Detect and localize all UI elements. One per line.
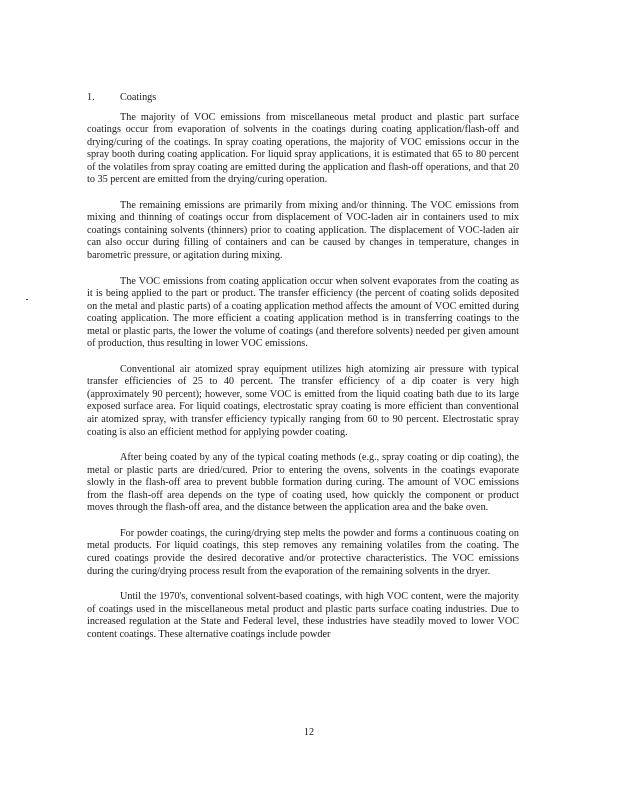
paragraph-mixing-thinning: The remaining emissions are primarily from mixing and/or thinning. The VOC emissions from mixing and thinning of coatings occur from displacement of VOC-laden air in containers used to mix coatings containing solvents (thinners) prior to coating application. The displacement of VOC-laden air can also occur during filling of containers and can be caused by changes in temperature, changes in barometric pressure, or agitation during mixing. [87,199,519,262]
paragraph-coating-application: The VOC emissions from coating application occur when solvent evaporates from the coating as it is being applied to the part or product. The transfer efficiency (the percent of coating solids deposited on the metal and plastic parts) of a coating application method affects the amount of VOC emitted during coating application. The more efficient a coating application method is in transferring coatings to the metal or plastic parts, the lower the volume of coatings (and therefore solvents) needed per given amount of production, thus resulting in lower VOC emissions. [87,275,519,350]
section-title: Coatings [120,92,157,103]
paragraph-transfer-efficiency: Conventional air atomized spray equipment utilizes high atomizing air pressure with typical transfer efficiencies of 25 to 40 percent. The transfer efficiency of a dip coater is very high (approximately 90 percent); however, some VOC is emitted from the liquid coating bath due to its large exposed surface area. For liquid coatings, electrostatic spray coating is more efficient than conventional air atomized spray, with transfer efficiency typically ranging from 60 to 90 percent. Electrostatic spray coating is also an efficient method for applying powder coating. [87,363,519,438]
scan-speck [26,299,28,300]
page-body [87,92,519,654]
section-heading [87,92,519,105]
page-number: 12 [303,727,315,738]
section-number: 1. [87,92,95,103]
paragraph-low-voc-coatings: Until the 1970's, conventional solvent-based coatings, with high VOC content, were the majority of coatings used in the miscellaneous metal product and plastic parts surface coating industries. Due to increased regulation at the State and Federal level, these industries have steadily moved to lower VOC content coatings. These alternative coatings include powder [87,591,519,640]
paragraph-emissions-overview: The majority of VOC emissions from miscellaneous metal product and plastic part surface coatings occur from evaporation of solvents in the coatings during coating application/flash-off and drying/curing of the coatings. In spray coating operations, the majority of VOC emissions occur in the spray booth during coating application. For liquid spray applications, it is estimated that 65 to 80 percent of the volatiles from spray coating are emitted during the application and flash-off operations, and that 20 to 35 percent are emitted from the drying/curing operation. [87,111,519,186]
paragraph-flash-off: After being coated by any of the typical coating methods (e.g., spray coating or dip coating), the metal or plastic parts are dried/cured. Prior to entering the ovens, solvents in the coatings evaporate slowly in the flash-off area to prevent bubble formation during curing. The amount of VOC emissions from the flash-off area depends on the type of coating used, how quickly the component or product moves through the flash-off area, and the distance between the application area and the bake oven. [87,452,519,514]
paragraph-curing-drying: For powder coatings, the curing/drying step melts the powder and forms a continuous coating on metal products. For liquid coatings, this step removes any remaining volatiles from the coating. The cured coatings provide the desired decorative and/or protective characteristics. The VOC emissions during the curing/drying process result from the evaporation of the remaining solvents in the dryer. [87,527,519,577]
